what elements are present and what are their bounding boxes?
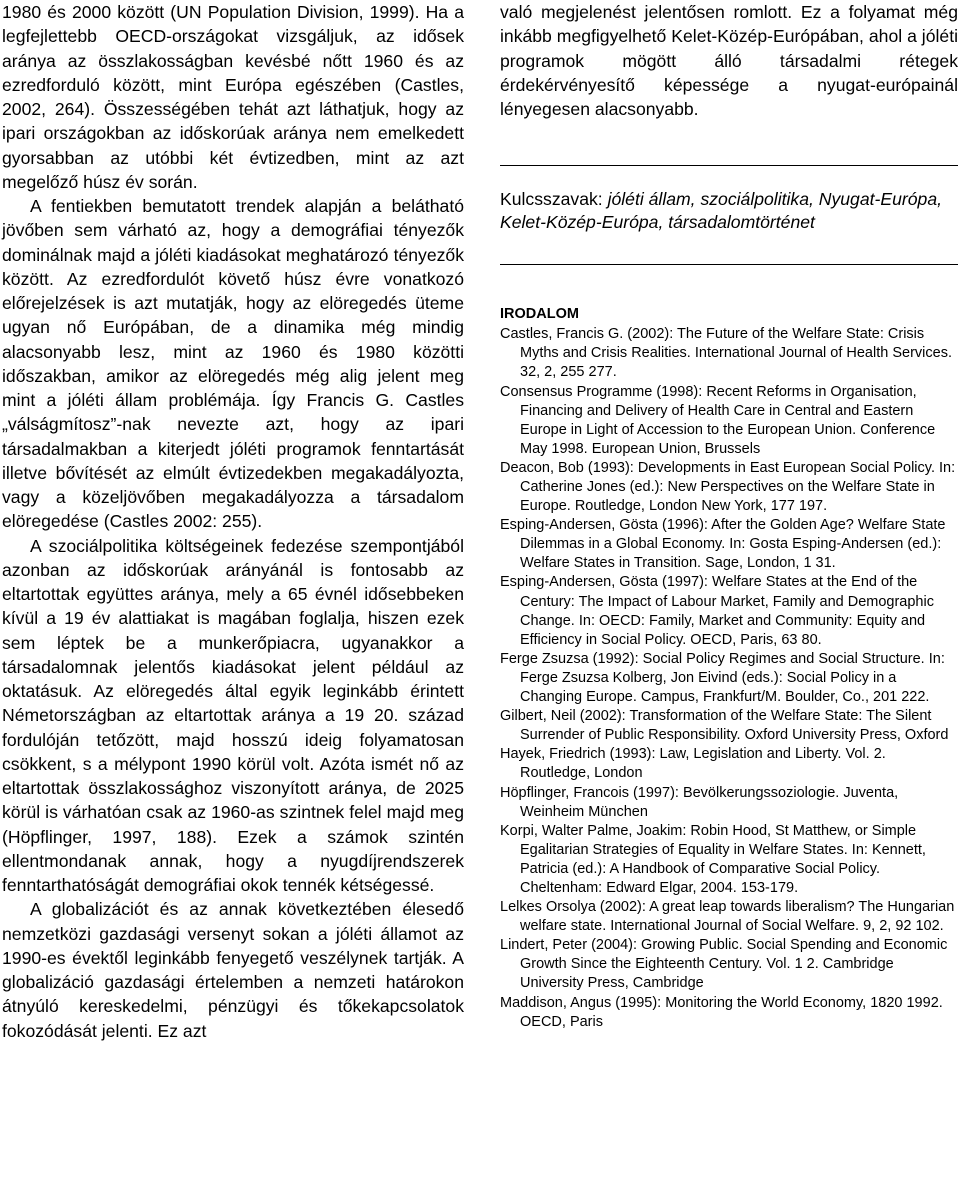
right-column [500, 0, 958, 1032]
reference-item: Lindert, Peter (2004): Growing Public. Social Spending and Economic Growth Since the Eighteenth Century. Vol. 1 2. Cambridge University Press, Cambridge [500, 937, 948, 992]
body-paragraph: való megjelenést jelentősen romlott. Ez a folyamat még inkább megfigyelhető Kelet-Közép-Európában, ahol a jóléti programok mögött álló társadalmi rétegek érdekérvényesítő képessége a nyugat-európainál lényegesen alacsonyabb. [500, 2, 958, 119]
body-paragraph: A szociálpolitika költségeinek fedezése szempontjából azonban az időskorúak arányánál is fontosabb az eltartottak együttes aránya, mely a 65 évnél idősebbeken kívül a 19 év alattiakat is magában foglalja, hiszen ezek sem léptek be a munkerőpiacra, ugyanakkor a társadalomnak jelentős kiadásokat jelent például az oktatásuk. Az elöregedés által egyik leginkább érintett Németországban az eltartottak aránya a 19 20. század fordulóján tetőzött, majd hosszú ideig folyamatosan csökkent, s a mélypont 1990 körül volt. Azóta ismét nő az eltartottak összlakossághoz viszonyított aránya, de 2025 körül is várhatóan csak az 1960-as szintnek felel majd meg (Höpflinger, 1997, 188). Ezek a számok szintén ellentmondanak annak, hogy a nyugdíjrendszerek fenntarthatóságát demográfiai okok tennék kétségessé. [2, 535, 464, 895]
keywords-values: jóléti állam, szociálpolitika, Nyugat-Európa, Kelet-Közép-Európa, társadalomtörténet [500, 189, 942, 233]
body-paragraph: A fentiekben bemutatott trendek alapján a belátható jövőben sem várható az, hogy a demográfiai tényezők dominálnak majd a jóléti kiadásokat meghatározó tényezők között. Az ezredfordulót követő húsz évre vonatkozó előrejelzések is azt mutatják, hogy az elöregedés üteme ugyan nő Európában, de a dinamika még mindig alacsonyabb lesz, mint az 1960 és 1980 közötti időszakban, amikor az elöregedés még alig jelent meg mint a jóléti állam problémája. Így Francis G. Castles „válságmítosz”-nak nevezte azt, hogy az ipari társadalmakban a kiterjedt jóléti programok fenntartását illetve bővítését az elmúlt évtizedekben megakadályozta, vagy a közeljövőben megakadályozza a társadalom elöregedése (Castles 2002: 255). [2, 196, 464, 532]
references-section [500, 305, 958, 1031]
reference-item: Korpi, Walter Palme, Joakim: Robin Hood, St Matthew, or Simple Egalitarian Strategies of Equality in Welfare States. In: Kennett, Patricia (ed.): A Handbook of Comparative Social Policy. Cheltenham: Edward Elgar, 2004. 153-179. [500, 822, 926, 896]
body-paragraph: 1980 és 2000 között (UN Population Division, 1999). Ha a legfejlettebb OECD-országokat vizsgáljuk, az idősek aránya az összlakosságban kevésbé nőtt 1960 és az ezredforduló között, mint Európa egészében (Castles, 2002, 264). Összességében tehát azt láthatjuk, hogy az ipari országokban az időskorúak aránya nem emelkedett gyorsabban az utóbbi két évtizedben, mint az azt megelőző húsz év során. [2, 2, 464, 192]
left-column [2, 0, 464, 1043]
reference-item: Deacon, Bob (1993): Developments in East European Social Policy. In: Catherine Jones (ed.): New Perspectives on the Welfare State in Europe. Routledge, London New York, 177 197. [500, 459, 956, 515]
keywords [500, 188, 958, 234]
references-title: IRODALOM [500, 306, 579, 323]
reference-item: Consensus Programme (1998): Recent Reforms in Organisation, Financing and Delivery of Health Care in Central and Eastern Europe in Light of Accession to the European Union. Conference May 1998. European Union, Brussels [500, 383, 936, 457]
reference-item: Hayek, Friedrich (1993): Law, Legislation and Liberty. Vol. 2. Routledge, London [500, 746, 886, 782]
reference-item: Maddison, Angus (1995): Monitoring the World Economy, 1820 1992. OECD, Paris [500, 994, 943, 1030]
separator-line [500, 264, 958, 265]
reference-list [500, 325, 958, 1031]
continuation-block [500, 0, 958, 121]
reference-item: Gilbert, Neil (2002): Transformation of the Welfare State: The Silent Surrender of Public Responsibility. Oxford University Press, Oxford [500, 708, 949, 744]
body-paragraph: A globalizációt és az annak következtében élesedő nemzetközi gazdasági versenyt sokan a jóléti államot az 1990-es évektől leginkább fenyegető veszélynek tartják. A globalizáció gazdasági értelemben a nemzeti határokon átnyúló kereskedelmi, pénzügyi és tőkekapcsolatok fokozódását jelenti. Ez azt [2, 899, 464, 1041]
reference-item: Castles, Francis G. (2002): The Future of the Welfare State: Crisis Myths and Crisis Realities. International Journal of Health Services. 32, 2, 255 277. [500, 326, 952, 381]
reference-item: Esping-Andersen, Gösta (1997): Welfare States at the End of the Century: The Impact of Labour Market, Family and Demographic Change. In: OECD: Family, Market and Community: Equity and Efficiency in Social Policy. OECD, Paris, 63 80. [500, 574, 934, 648]
reference-item: Höpflinger, Francois (1997): Bevölkerungssoziologie. Juventa, Weinheim München [500, 784, 899, 820]
reference-item: Ferge Zsuzsa (1992): Social Policy Regimes and Social Structure. In: Ferge Zsuzsa Kolberg, Jon Eivind (eds.): Social Policy in a Changing Europe. Campus, Frankfurt/M. Boulder, Co., 201 222. [500, 650, 945, 706]
keywords-label: Kulcsszavak: [500, 189, 603, 210]
reference-item: Lelkes Orsolya (2002): A great leap towards liberalism? The Hungarian welfare state. International Journal of Social Welfare. 9, 2, 92 102. [500, 899, 955, 935]
reference-item: Esping-Andersen, Gösta (1996): After the Golden Age? Welfare State Dilemmas in a Global Economy. In: Gosta Esping-Andersen (ed.): Welfare States in Transition. Sage, London, 1 31. [500, 517, 946, 572]
separator-line [500, 165, 958, 166]
